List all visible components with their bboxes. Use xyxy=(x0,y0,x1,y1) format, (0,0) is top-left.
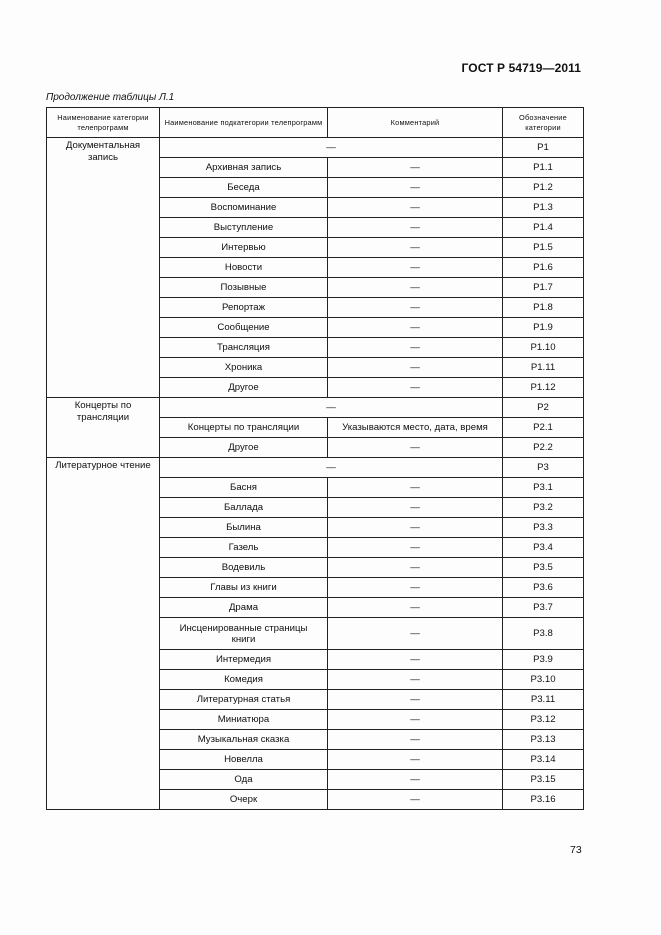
subcategory-name: Литературная статья xyxy=(160,690,328,710)
subcategory-code: P1.3 xyxy=(503,198,584,218)
document-standard-number: ГОСТ Р 54719—2011 xyxy=(461,61,581,75)
column-header-subcategory: Наименование подкатегории телепрограмм xyxy=(160,108,328,138)
comment-cell: — xyxy=(328,378,503,398)
subcategory-name: Интервью xyxy=(160,238,328,258)
comment-cell: — xyxy=(328,598,503,618)
subcategory-code: P3.4 xyxy=(503,538,584,558)
category-name: Концерты по трансляции xyxy=(47,398,160,458)
subcategory-name: Концерты по трансляции xyxy=(160,418,328,438)
subcategory-name: Водевиль xyxy=(160,558,328,578)
subcategory-name: Другое xyxy=(160,438,328,458)
page-number: 73 xyxy=(570,844,582,856)
subcategory-code: P1.5 xyxy=(503,238,584,258)
subcategory-name: Басня xyxy=(160,478,328,498)
subcategory-name: Беседа xyxy=(160,178,328,198)
category-code: P2 xyxy=(503,398,584,418)
subcategory-code: P3.15 xyxy=(503,770,584,790)
subcategory-name: Драма xyxy=(160,598,328,618)
table-header-row xyxy=(47,108,584,138)
subcategory-name: Воспоминание xyxy=(160,198,328,218)
category-name: Литературное чтение xyxy=(47,458,160,810)
comment-cell: — xyxy=(328,478,503,498)
comment-cell: — xyxy=(328,750,503,770)
subcategory-code: P3.11 xyxy=(503,690,584,710)
category-summary-row xyxy=(47,138,584,158)
comment-cell: — xyxy=(328,670,503,690)
subcategory-code: P1.11 xyxy=(503,358,584,378)
subcategory-code: P1.4 xyxy=(503,218,584,238)
comment-cell: — xyxy=(328,178,503,198)
subcategory-code: P3.2 xyxy=(503,498,584,518)
comment-cell: — xyxy=(328,318,503,338)
subcategory-code: P1.7 xyxy=(503,278,584,298)
subcategory-name: Другое xyxy=(160,378,328,398)
comment-cell: — xyxy=(328,618,503,650)
subcategory-name: Былина xyxy=(160,518,328,538)
subcategory-code: P1.9 xyxy=(503,318,584,338)
subcategory-name: Трансляция xyxy=(160,338,328,358)
subcategory-code: P2.1 xyxy=(503,418,584,438)
subcategory-name: Позывные xyxy=(160,278,328,298)
comment-cell: — xyxy=(328,258,503,278)
comment-cell: — xyxy=(328,438,503,458)
comment-cell: — xyxy=(328,538,503,558)
comment-cell: — xyxy=(328,358,503,378)
subcategory-name: Архивная запись xyxy=(160,158,328,178)
table-body xyxy=(47,138,584,810)
subcategory-code: P3.13 xyxy=(503,730,584,750)
column-header-comment: Комментарий xyxy=(328,108,503,138)
subcategory-name: Интермедия xyxy=(160,650,328,670)
category-code: P3 xyxy=(503,458,584,478)
subcategory-code: P1.10 xyxy=(503,338,584,358)
subcategory-code: P1.6 xyxy=(503,258,584,278)
comment-cell: — xyxy=(328,198,503,218)
comment-cell: — xyxy=(328,278,503,298)
comment-cell: — xyxy=(328,578,503,598)
subcategory-name: Очерк xyxy=(160,790,328,810)
comment-cell: — xyxy=(328,650,503,670)
subcategory-code: P3.5 xyxy=(503,558,584,578)
category-code: P1 xyxy=(503,138,584,158)
subcategory-code: P3.3 xyxy=(503,518,584,538)
category-summary-comment: — xyxy=(160,138,503,158)
category-summary-row xyxy=(47,458,584,478)
subcategory-code: P3.6 xyxy=(503,578,584,598)
subcategory-code: P1.2 xyxy=(503,178,584,198)
comment-cell: — xyxy=(328,730,503,750)
subcategory-name: Комедия xyxy=(160,670,328,690)
subcategory-name: Новости xyxy=(160,258,328,278)
subcategory-name: Баллада xyxy=(160,498,328,518)
column-header-category: Наименование категории телепрограмм xyxy=(47,108,160,138)
subcategory-code: P2.2 xyxy=(503,438,584,458)
subcategory-name: Выступление xyxy=(160,218,328,238)
comment-cell: — xyxy=(328,498,503,518)
subcategory-code: P3.10 xyxy=(503,670,584,690)
comment-cell: — xyxy=(328,690,503,710)
category-table xyxy=(46,107,584,810)
comment-cell: — xyxy=(328,218,503,238)
comment-cell: — xyxy=(328,338,503,358)
comment-cell: — xyxy=(328,298,503,318)
table-caption: Продолжение таблицы Л.1 xyxy=(46,92,175,103)
subcategory-code: P3.9 xyxy=(503,650,584,670)
comment-cell: — xyxy=(328,558,503,578)
column-header-code: Обозначение категории xyxy=(503,108,584,138)
subcategory-name: Музыкальная сказка xyxy=(160,730,328,750)
subcategory-code: P3.1 xyxy=(503,478,584,498)
subcategory-name: Новелла xyxy=(160,750,328,770)
comment-cell: — xyxy=(328,790,503,810)
category-name: Документальная запись xyxy=(47,138,160,398)
subcategory-code: P3.16 xyxy=(503,790,584,810)
subcategory-code: P3.8 xyxy=(503,618,584,650)
subcategory-name: Инсценированные страницы книги xyxy=(160,618,328,650)
subcategory-name: Миниатюра xyxy=(160,710,328,730)
subcategory-code: P1.1 xyxy=(503,158,584,178)
subcategory-name: Репортаж xyxy=(160,298,328,318)
comment-cell: — xyxy=(328,770,503,790)
subcategory-code: P3.12 xyxy=(503,710,584,730)
comment-cell: — xyxy=(328,238,503,258)
subcategory-code: P1.8 xyxy=(503,298,584,318)
comment-cell: Указываются место, дата, время xyxy=(328,418,503,438)
subcategory-name: Газель xyxy=(160,538,328,558)
subcategory-code: P1.12 xyxy=(503,378,584,398)
category-summary-comment: — xyxy=(160,398,503,418)
subcategory-code: P3.7 xyxy=(503,598,584,618)
subcategory-name: Главы из книги xyxy=(160,578,328,598)
category-summary-row xyxy=(47,398,584,418)
subcategory-name: Сообщение xyxy=(160,318,328,338)
comment-cell: — xyxy=(328,710,503,730)
subcategory-code: P3.14 xyxy=(503,750,584,770)
category-summary-comment: — xyxy=(160,458,503,478)
comment-cell: — xyxy=(328,158,503,178)
subcategory-name: Ода xyxy=(160,770,328,790)
subcategory-name: Хроника xyxy=(160,358,328,378)
comment-cell: — xyxy=(328,518,503,538)
